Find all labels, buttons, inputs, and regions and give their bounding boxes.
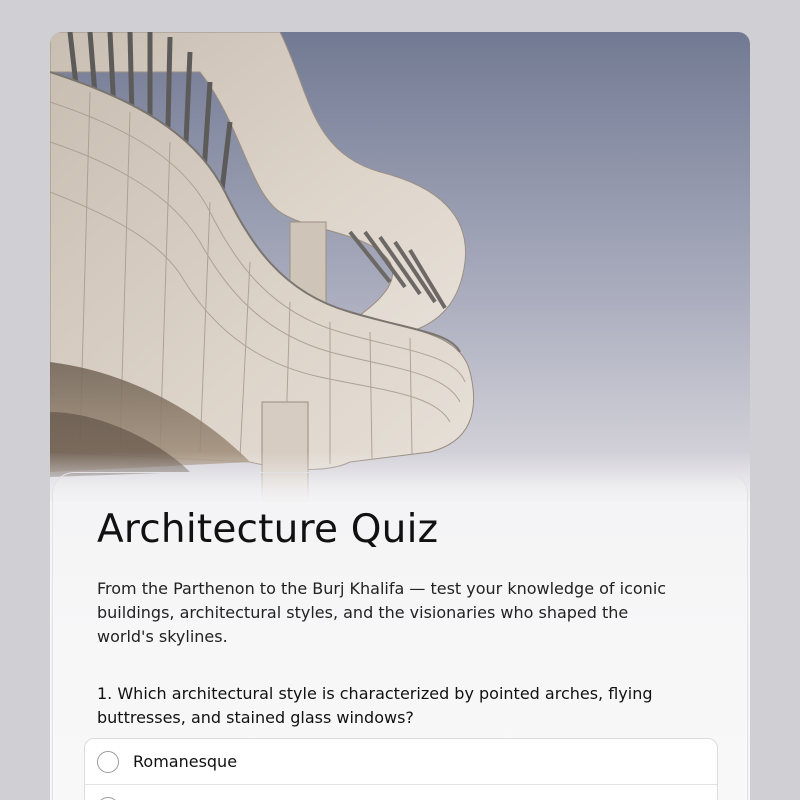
question-1-text: 1. Which architectural style is characterized by pointed arches, flying buttresses, and stained glass windows? bbox=[97, 684, 653, 727]
quiz-content bbox=[52, 472, 748, 800]
option-2[interactable] bbox=[85, 785, 717, 800]
quiz-card bbox=[50, 32, 750, 800]
hero-image bbox=[50, 32, 750, 502]
quiz-title: Architecture Quiz bbox=[97, 507, 439, 552]
option-romanesque[interactable] bbox=[85, 739, 717, 785]
question-1-options bbox=[84, 738, 718, 800]
building-photo bbox=[50, 32, 750, 502]
option-label: Romanesque bbox=[133, 752, 238, 771]
radio-button[interactable] bbox=[97, 751, 119, 773]
quiz-description: From the Parthenon to the Burj Khalifa — test your knowledge of iconic buildings, architectural styles, and the visionaries who shaped the world's skylines. bbox=[97, 579, 667, 646]
